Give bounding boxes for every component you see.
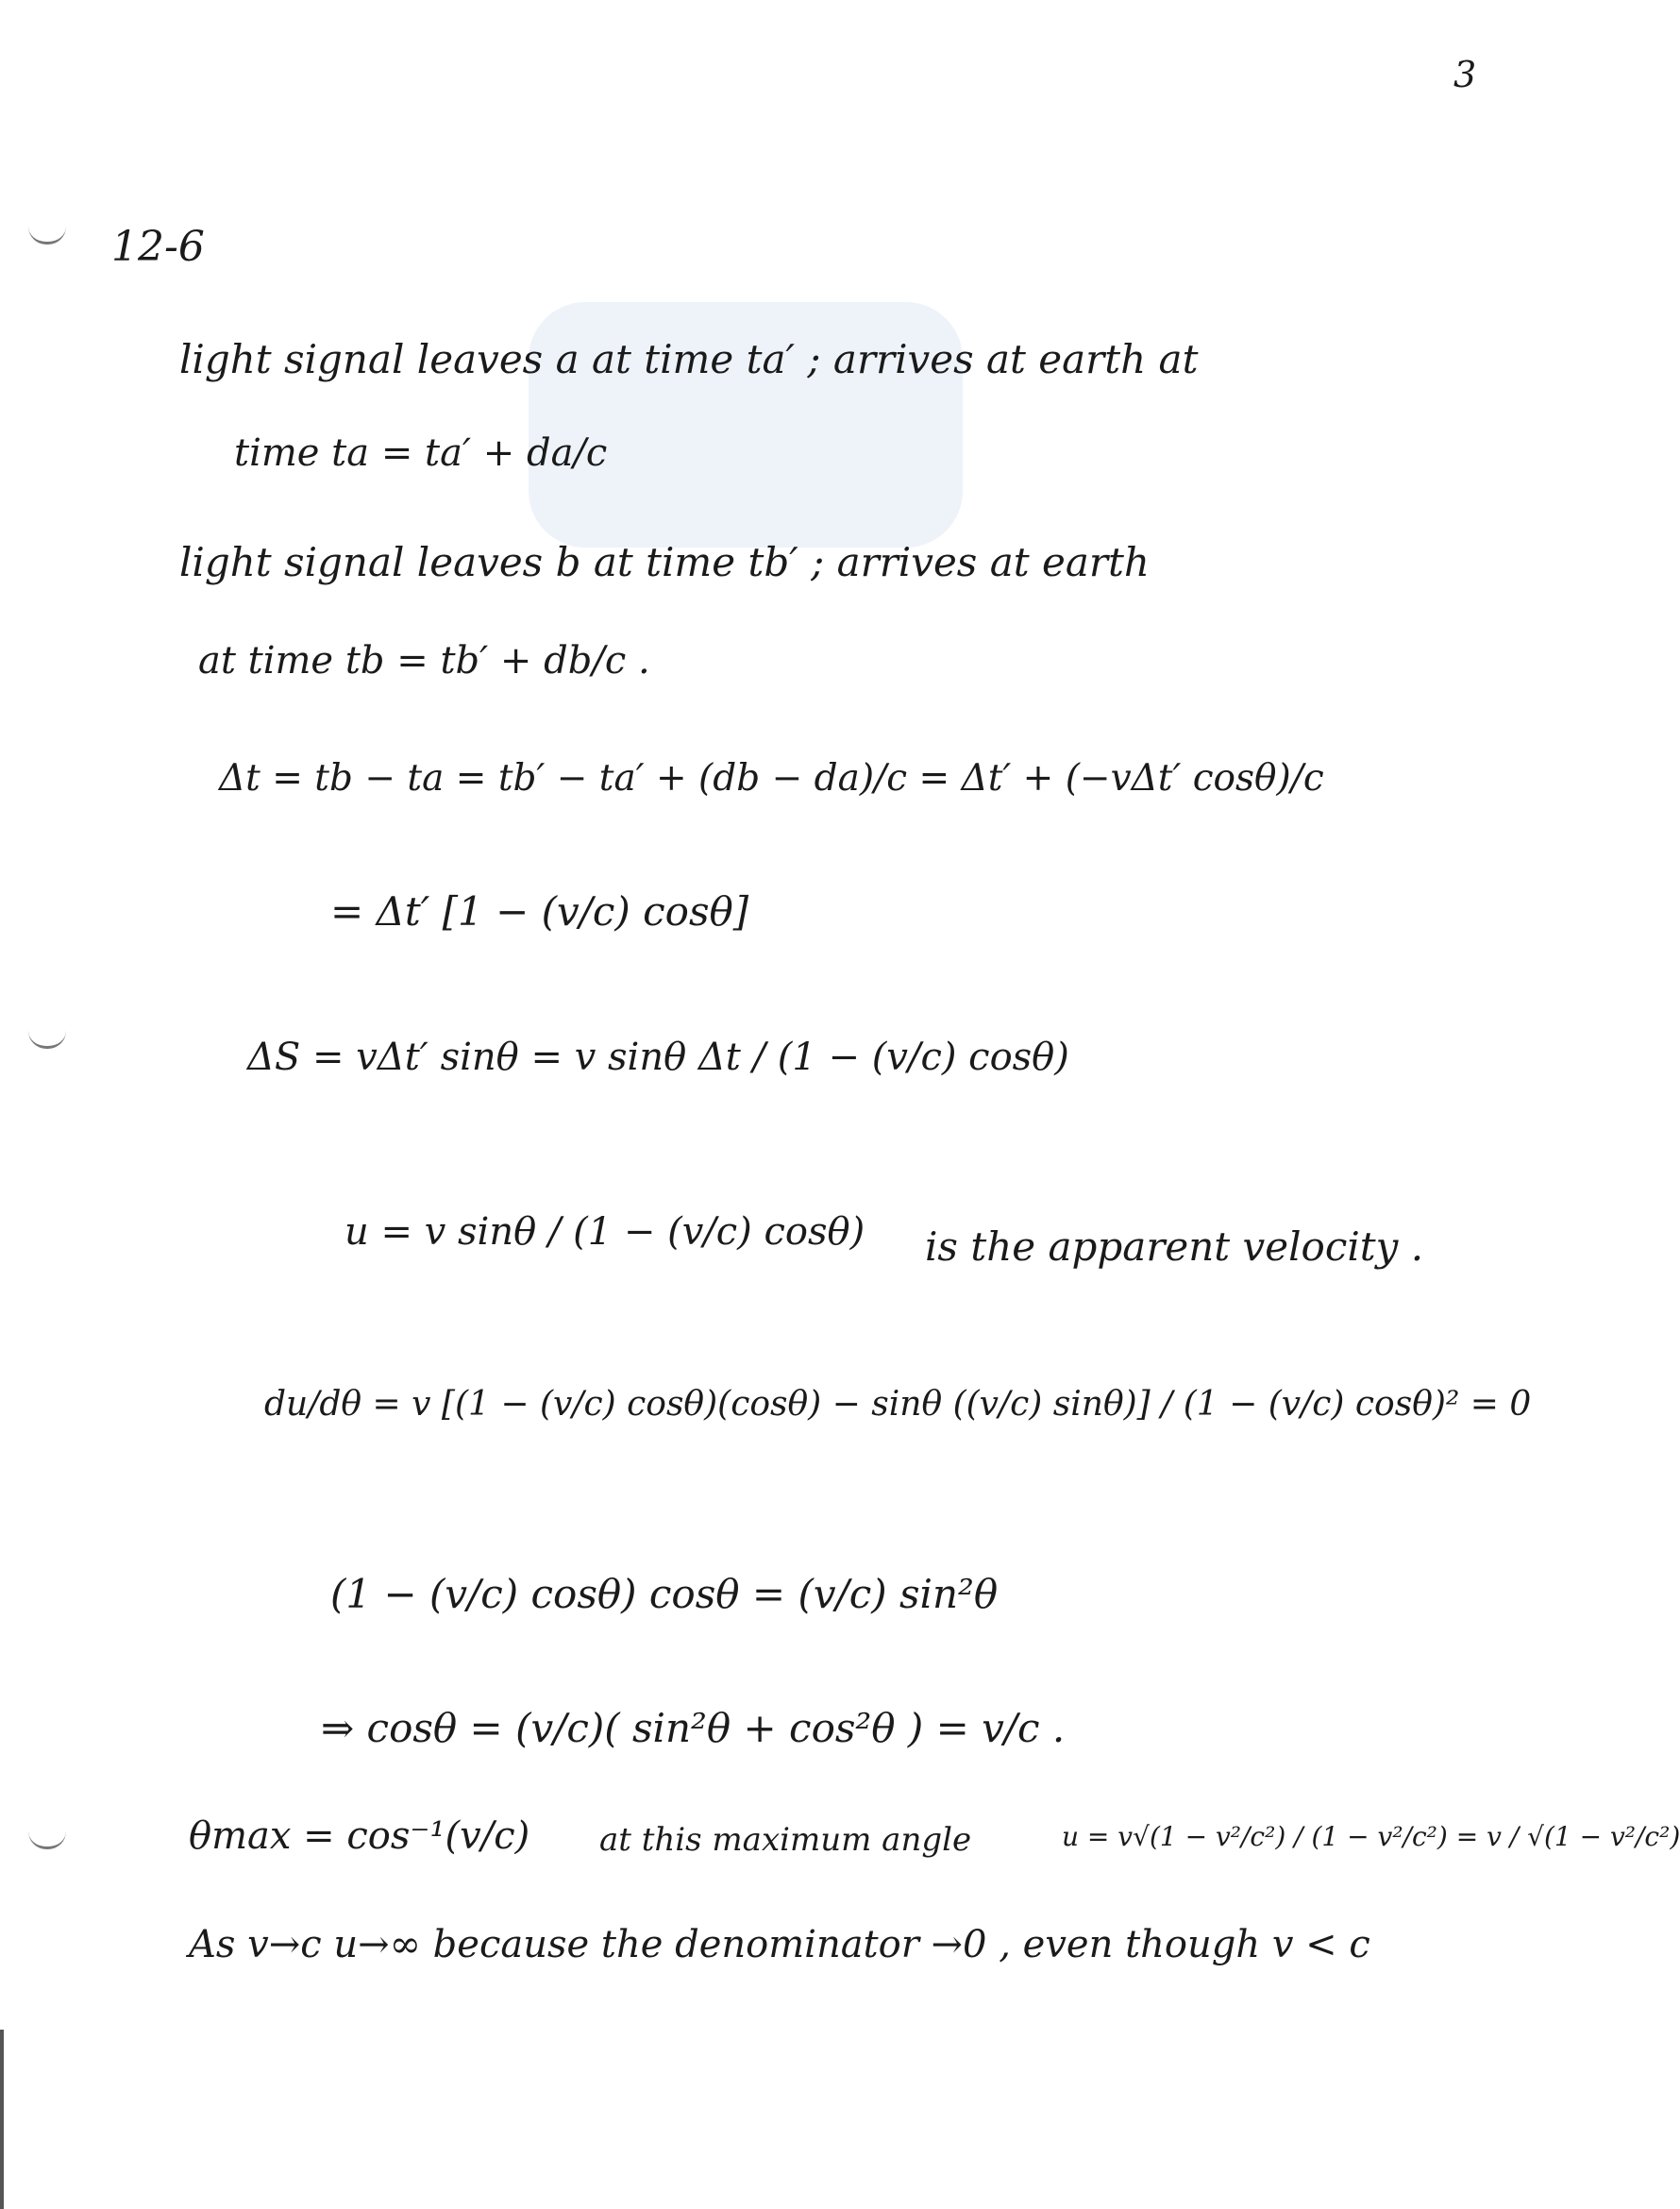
equation-du-dtheta: du/dθ = v [(1 − (v/c) cosθ)(cosθ) − sinθ ((v/c) sinθ)] / (1 − (v/c) cosθ)² = 0 — [264, 1385, 1532, 1424]
page-number: 3 — [1453, 54, 1477, 95]
binder-hole-bottom — [28, 1831, 66, 1849]
apparent-velocity-text: is the apparent velocity . — [925, 1223, 1424, 1270]
binder-hole-top — [28, 227, 66, 245]
equation-delta-t-simplified: = Δt′ [1 − (v/c) cosθ] — [330, 888, 749, 935]
line-time-tb: at time tb = tb′ + db/c . — [198, 639, 650, 683]
equation-cos-theta: ⇒ cosθ = (v/c)( sin²θ + cos²θ ) = v/c . — [321, 1705, 1066, 1751]
line-light-leaves-a: light signal leaves a at time ta′ ; arrives at earth at — [179, 336, 1199, 382]
conclusion-line: As v→c u→∞ because the denominator →0 , even though v < c — [189, 1923, 1370, 1966]
scan-edge-mark — [0, 2030, 4, 2209]
equation-cos-sin: (1 − (v/c) cosθ) cosθ = (v/c) sin²θ — [330, 1571, 999, 1617]
line-light-leaves-b: light signal leaves b at time tb′ ; arrives at earth — [179, 539, 1150, 585]
max-angle-text: at this maximum angle — [599, 1821, 972, 1859]
theta-max: θmax = cos⁻¹(v/c) — [189, 1814, 530, 1858]
equation-u: u = v sinθ / (1 − (v/c) cosθ) — [344, 1210, 865, 1254]
equation-delta-t: Δt = tb − ta = tb′ − ta′ + (db − da)/c = Δt′ + (−vΔt′ cosθ)/c — [219, 757, 1324, 800]
line-time-ta: time ta = ta′ + da/c — [234, 431, 608, 475]
problem-number: 12-6 — [111, 223, 205, 271]
equation-delta-s: ΔS = vΔt′ sinθ = v sinθ Δt / (1 − (v/c) cosθ) — [247, 1036, 1069, 1079]
binder-hole-middle — [28, 1031, 66, 1049]
u-at-max-angle: u = v√(1 − v²/c²) / (1 − v²/c²) = v / √(1 − v²/c²) — [1062, 1821, 1680, 1852]
